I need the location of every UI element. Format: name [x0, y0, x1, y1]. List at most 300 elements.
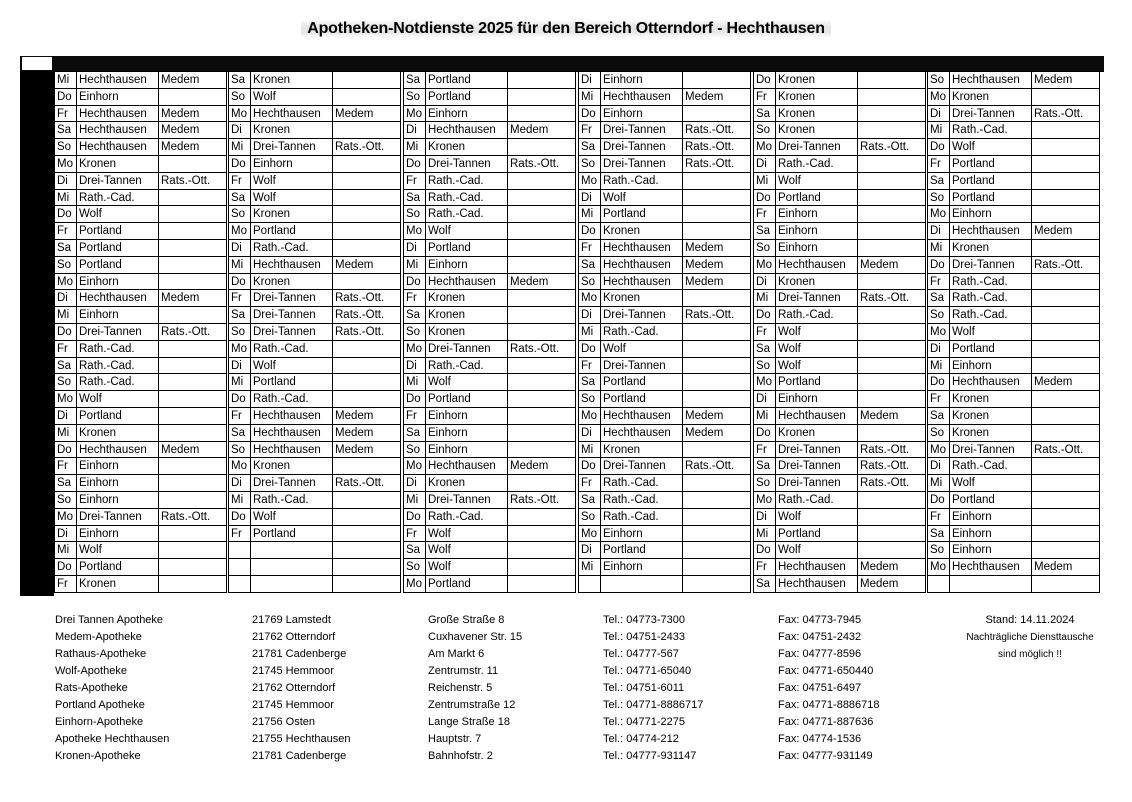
- day-cell: Fr: [753, 442, 776, 459]
- day-cell: Mo: [54, 509, 77, 526]
- partner-cell: [508, 576, 576, 593]
- pharmacy-cell: Kronen: [251, 206, 333, 223]
- pharmacy-cell: Drei-Tannen: [426, 156, 508, 173]
- partner-cell: Medem: [159, 290, 227, 307]
- partner-cell: Medem: [333, 257, 401, 274]
- stand-note-line1: Nachträgliche Diensttausche: [966, 632, 1094, 643]
- day-cell: Mo: [578, 290, 601, 307]
- day-cell: Sa: [228, 307, 251, 324]
- day-cell: Mo: [228, 341, 251, 358]
- pharmacy-cell: Drei-Tannen: [77, 324, 159, 341]
- contact-street: Zentrumstraße 12: [428, 699, 516, 711]
- partner-cell: [508, 425, 576, 442]
- day-cell: Di: [228, 475, 251, 492]
- day-cell: Mi: [927, 122, 950, 139]
- partner-cell: [683, 492, 751, 509]
- pharmacy-cell: Einhorn: [950, 206, 1032, 223]
- partner-cell: [858, 106, 926, 123]
- pharmacy-cell: Hechthausen: [601, 89, 683, 106]
- pharmacy-cell: Wolf: [776, 173, 858, 190]
- partner-cell: Medem: [1032, 559, 1100, 576]
- pharmacy-cell: Drei-Tannen: [601, 122, 683, 139]
- day-cell: Fr: [54, 341, 77, 358]
- day-cell: Mi: [54, 425, 77, 442]
- day-cell: Mi: [228, 257, 251, 274]
- pharmacy-cell: [950, 576, 1032, 593]
- pharmacy-cell: Rath.-Cad.: [950, 458, 1032, 475]
- day-cell: Fr: [927, 156, 950, 173]
- day-cell: Di: [578, 542, 601, 559]
- day-cell: Do: [403, 509, 426, 526]
- partner-cell: [508, 257, 576, 274]
- pharmacy-cell: Hechthausen: [77, 139, 159, 156]
- day-cell: Fr: [753, 324, 776, 341]
- day-cell: Fr: [403, 290, 426, 307]
- day-cell: Sa: [54, 122, 77, 139]
- pharmacy-cell: Portland: [776, 526, 858, 543]
- partner-cell: [508, 526, 576, 543]
- pharmacy-cell: Hechthausen: [251, 408, 333, 425]
- partner-cell: [1032, 122, 1100, 139]
- partner-cell: Rats.-Ott.: [683, 458, 751, 475]
- day-cell: Mi: [753, 526, 776, 543]
- contact-street: Zentrumstr. 11: [428, 665, 499, 677]
- pharmacy-cell: Drei-Tannen: [950, 257, 1032, 274]
- day-cell: So: [403, 442, 426, 459]
- partner-cell: Medem: [333, 425, 401, 442]
- pharmacy-cell: Drei-Tannen: [251, 307, 333, 324]
- pharmacy-cell: Kronen: [776, 89, 858, 106]
- partner-cell: [333, 156, 401, 173]
- pharmacy-cell: Kronen: [426, 475, 508, 492]
- partner-cell: [333, 492, 401, 509]
- day-cell: Di: [54, 526, 77, 543]
- day-cell: Sa: [54, 358, 77, 375]
- partner-cell: [1032, 425, 1100, 442]
- day-cell: Di: [578, 72, 601, 89]
- partner-cell: [1032, 274, 1100, 291]
- day-cell: Di: [54, 290, 77, 307]
- day-cell: Mo: [753, 492, 776, 509]
- pharmacy-cell: Wolf: [601, 190, 683, 207]
- partner-cell: [683, 358, 751, 375]
- partner-cell: Rats.-Ott.: [1032, 442, 1100, 459]
- partner-cell: Rats.-Ott.: [333, 307, 401, 324]
- partner-cell: [333, 358, 401, 375]
- partner-cell: [508, 408, 576, 425]
- pharmacy-cell: Portland: [601, 206, 683, 223]
- pharmacy-cell: Rath.-Cad.: [776, 307, 858, 324]
- day-cell: Do: [228, 156, 251, 173]
- partner-cell: [858, 358, 926, 375]
- pharmacy-cell: Portland: [251, 374, 333, 391]
- pharmacy-cell: Einhorn: [77, 307, 159, 324]
- partner-cell: Medem: [1032, 72, 1100, 89]
- pharmacy-cell: Hechthausen: [77, 72, 159, 89]
- partner-cell: Medem: [159, 106, 227, 123]
- pharmacy-cell: Rath.-Cad.: [426, 509, 508, 526]
- pharmacy-cell: Kronen: [601, 223, 683, 240]
- partner-cell: Rats.-Ott.: [159, 173, 227, 190]
- partner-cell: [508, 358, 576, 375]
- day-cell: Di: [927, 106, 950, 123]
- partner-cell: [683, 576, 751, 593]
- partner-cell: [333, 223, 401, 240]
- top-black-bar: [20, 56, 1104, 71]
- pharmacy-cell: Rath.-Cad.: [426, 206, 508, 223]
- day-cell: Fr: [54, 458, 77, 475]
- pharmacy-cell: Rath.-Cad.: [950, 274, 1032, 291]
- contact-city: 21756 Osten: [252, 716, 315, 728]
- pharmacy-cell: Kronen: [77, 156, 159, 173]
- partner-cell: [159, 526, 227, 543]
- contact-fax: Fax: 04774-1536: [778, 733, 862, 745]
- day-cell: So: [403, 324, 426, 341]
- partner-cell: [1032, 156, 1100, 173]
- pharmacy-cell: Rath.-Cad.: [776, 156, 858, 173]
- day-cell: Mo: [54, 156, 77, 173]
- pharmacy-cell: Kronen: [950, 425, 1032, 442]
- pharmacy-cell: Portland: [601, 374, 683, 391]
- pharmacy-cell: Kronen: [251, 458, 333, 475]
- day-cell: So: [927, 425, 950, 442]
- pharmacy-cell: Hechthausen: [426, 458, 508, 475]
- pharmacy-cell: Drei-Tannen: [601, 139, 683, 156]
- partner-cell: [508, 89, 576, 106]
- pharmacy-cell: Portland: [77, 240, 159, 257]
- partner-cell: [858, 307, 926, 324]
- day-cell: Sa: [403, 542, 426, 559]
- partner-cell: Medem: [333, 408, 401, 425]
- day-cell: So: [578, 391, 601, 408]
- pharmacy-cell: Portland: [251, 526, 333, 543]
- day-cell: Do: [753, 542, 776, 559]
- day-cell: Mo: [403, 576, 426, 593]
- pharmacy-cell: Kronen: [77, 576, 159, 593]
- day-cell: Do: [578, 341, 601, 358]
- pharmacy-cell: Kronen: [426, 139, 508, 156]
- partner-cell: [858, 341, 926, 358]
- day-cell: Mo: [228, 458, 251, 475]
- day-cell: Sa: [753, 341, 776, 358]
- pharmacy-cell: Rath.-Cad.: [77, 190, 159, 207]
- pharmacy-cell: Portland: [77, 559, 159, 576]
- pharmacy-cell: Einhorn: [426, 425, 508, 442]
- pharmacy-cell: Einhorn: [77, 458, 159, 475]
- partner-cell: [858, 122, 926, 139]
- pharmacy-cell: Portland: [426, 391, 508, 408]
- partner-cell: [333, 190, 401, 207]
- pharmacy-cell: Rath.-Cad.: [601, 173, 683, 190]
- pharmacy-cell: Portland: [251, 223, 333, 240]
- partner-cell: [333, 576, 401, 593]
- pharmacy-cell: Wolf: [950, 324, 1032, 341]
- day-cell: Di: [578, 190, 601, 207]
- day-cell: Fr: [578, 475, 601, 492]
- pharmacy-cell: Einhorn: [77, 526, 159, 543]
- contact-name: Rathaus-Apotheke: [55, 648, 147, 660]
- partner-cell: Rats.-Ott.: [683, 307, 751, 324]
- partner-cell: [333, 341, 401, 358]
- contact-street: Große Straße 8: [428, 614, 505, 626]
- pharmacy-cell: Portland: [77, 257, 159, 274]
- day-cell: Mi: [228, 374, 251, 391]
- pharmacy-cell: Hechthausen: [77, 106, 159, 123]
- partner-cell: [683, 442, 751, 459]
- pharmacy-cell: Einhorn: [426, 408, 508, 425]
- day-cell: Fr: [753, 559, 776, 576]
- pharmacy-cell: Hechthausen: [251, 106, 333, 123]
- pharmacy-cell: Wolf: [950, 475, 1032, 492]
- pharmacy-cell: Kronen: [776, 122, 858, 139]
- day-cell: Fr: [753, 89, 776, 106]
- day-cell: So: [927, 307, 950, 324]
- partner-cell: [1032, 391, 1100, 408]
- partner-cell: Medem: [508, 122, 576, 139]
- pharmacy-cell: Portland: [950, 173, 1032, 190]
- pharmacy-cell: Rath.-Cad.: [950, 290, 1032, 307]
- partner-cell: [159, 458, 227, 475]
- day-cell: Sa: [927, 290, 950, 307]
- pharmacy-cell: Drei-Tannen: [776, 139, 858, 156]
- contact-tel: Tel.: 04771-65040: [603, 665, 692, 677]
- partner-cell: [333, 240, 401, 257]
- day-cell: Fr: [228, 526, 251, 543]
- day-cell: Sa: [753, 223, 776, 240]
- day-cell: Fr: [753, 206, 776, 223]
- partner-cell: Rats.-Ott.: [508, 492, 576, 509]
- pharmacy-cell: Wolf: [426, 223, 508, 240]
- partner-cell: [858, 72, 926, 89]
- day-cell: Mo: [927, 206, 950, 223]
- partner-cell: [858, 274, 926, 291]
- pharmacy-cell: Portland: [950, 156, 1032, 173]
- pharmacy-cell: Drei-Tannen: [251, 290, 333, 307]
- partner-cell: Medem: [683, 257, 751, 274]
- partner-cell: [683, 223, 751, 240]
- day-cell: Do: [578, 223, 601, 240]
- day-cell: Sa: [578, 257, 601, 274]
- day-cell: [927, 576, 950, 593]
- partner-cell: [858, 425, 926, 442]
- day-cell: Mi: [54, 542, 77, 559]
- contact-fax: Fax: 04771-650440: [778, 665, 874, 677]
- contact-name: Einhorn-Apotheke: [55, 716, 144, 728]
- contact-fax: Fax: 04751-2432: [778, 631, 862, 643]
- partner-cell: [858, 391, 926, 408]
- day-cell: So: [54, 139, 77, 156]
- partner-cell: Rats.-Ott.: [159, 509, 227, 526]
- partner-cell: [159, 358, 227, 375]
- contact-name: Medem-Apotheke: [55, 631, 142, 643]
- partner-cell: [1032, 307, 1100, 324]
- pharmacy-cell: Einhorn: [950, 358, 1032, 375]
- pharmacy-cell: Hechthausen: [251, 257, 333, 274]
- pharmacy-cell: Hechthausen: [601, 257, 683, 274]
- day-cell: Mo: [403, 223, 426, 240]
- pharmacy-cell: Drei-Tannen: [776, 475, 858, 492]
- partner-cell: [1032, 576, 1100, 593]
- day-cell: Di: [403, 475, 426, 492]
- partner-cell: Medem: [508, 274, 576, 291]
- pharmacy-cell: Einhorn: [776, 240, 858, 257]
- partner-cell: [508, 72, 576, 89]
- partner-cell: Rats.-Ott.: [508, 341, 576, 358]
- pharmacy-cell: Drei-Tannen: [776, 442, 858, 459]
- partner-cell: [159, 341, 227, 358]
- pharmacy-cell: Rath.-Cad.: [601, 509, 683, 526]
- partner-cell: [1032, 190, 1100, 207]
- day-cell: Mo: [403, 341, 426, 358]
- partner-cell: [683, 475, 751, 492]
- pharmacy-cell: Wolf: [251, 358, 333, 375]
- pharmacy-cell: Hechthausen: [950, 223, 1032, 240]
- day-cell: Do: [403, 274, 426, 291]
- partner-cell: [683, 374, 751, 391]
- partner-cell: [683, 324, 751, 341]
- pharmacy-cell: Wolf: [776, 358, 858, 375]
- day-cell: Do: [753, 72, 776, 89]
- day-cell: Mi: [753, 290, 776, 307]
- contact-street: Am Markt 6: [428, 648, 485, 660]
- day-cell: Di: [54, 408, 77, 425]
- partner-cell: [683, 526, 751, 543]
- partner-cell: Rats.-Ott.: [333, 324, 401, 341]
- day-cell: Fr: [578, 358, 601, 375]
- day-cell: Mo: [927, 89, 950, 106]
- contact-city: 21745 Hemmoor: [252, 699, 334, 711]
- partner-cell: [508, 324, 576, 341]
- pharmacy-cell: Rath.-Cad.: [950, 122, 1032, 139]
- day-cell: Do: [54, 559, 77, 576]
- partner-cell: [1032, 173, 1100, 190]
- partner-cell: [1032, 358, 1100, 375]
- partner-cell: Rats.-Ott.: [858, 442, 926, 459]
- pharmacy-cell: Portland: [776, 190, 858, 207]
- pharmacy-cell: Portland: [426, 576, 508, 593]
- pharmacy-cell: Rath.-Cad.: [426, 173, 508, 190]
- contact-tel: Tel.: 04773-7300: [603, 614, 685, 626]
- partner-cell: Medem: [159, 139, 227, 156]
- day-cell: Mo: [578, 408, 601, 425]
- partner-cell: Medem: [333, 442, 401, 459]
- partner-cell: [508, 206, 576, 223]
- pharmacy-cell: Hechthausen: [776, 257, 858, 274]
- pharmacy-cell: Wolf: [426, 374, 508, 391]
- pharmacy-cell: Kronen: [950, 89, 1032, 106]
- pharmacy-cell: Drei-Tannen: [776, 458, 858, 475]
- partner-cell: [508, 509, 576, 526]
- day-cell: Di: [228, 240, 251, 257]
- partner-cell: [858, 324, 926, 341]
- pharmacy-cell: Hechthausen: [950, 72, 1032, 89]
- day-cell: Do: [753, 190, 776, 207]
- pharmacy-cell: Drei-Tannen: [426, 492, 508, 509]
- pharmacy-cell: Kronen: [601, 290, 683, 307]
- contact-tel: Tel.: 04777-931147: [603, 750, 697, 762]
- partner-cell: [858, 374, 926, 391]
- pharmacy-cell: Kronen: [426, 324, 508, 341]
- pharmacy-cell: Kronen: [776, 425, 858, 442]
- pharmacy-cell: Wolf: [426, 559, 508, 576]
- pharmacy-cell: Drei-Tannen: [776, 290, 858, 307]
- pharmacy-cell: Portland: [601, 542, 683, 559]
- pharmacy-cell: Einhorn: [950, 542, 1032, 559]
- contact-fax: Fax: 04771-8886718: [778, 699, 880, 711]
- day-cell: Di: [228, 358, 251, 375]
- day-cell: Mi: [54, 307, 77, 324]
- day-cell: Di: [578, 307, 601, 324]
- day-cell: Mi: [927, 475, 950, 492]
- day-cell: Fr: [578, 122, 601, 139]
- pharmacy-cell: Wolf: [776, 324, 858, 341]
- pharmacy-cell: Kronen: [950, 391, 1032, 408]
- pharmacy-cell: Hechthausen: [601, 425, 683, 442]
- pharmacy-cell: Drei-Tannen: [77, 509, 159, 526]
- pharmacy-cell: Wolf: [251, 173, 333, 190]
- partner-cell: [683, 190, 751, 207]
- partner-cell: Rats.-Ott.: [333, 139, 401, 156]
- day-cell: [228, 542, 251, 559]
- day-cell: Mo: [927, 442, 950, 459]
- day-cell: So: [753, 358, 776, 375]
- day-cell: Mo: [578, 526, 601, 543]
- day-cell: Mi: [403, 374, 426, 391]
- pharmacy-cell: Kronen: [426, 307, 508, 324]
- pharmacy-cell: Hechthausen: [776, 576, 858, 593]
- pharmacy-cell: Rath.-Cad.: [426, 190, 508, 207]
- partner-cell: [683, 72, 751, 89]
- day-cell: Mo: [228, 223, 251, 240]
- corner-box: [22, 57, 52, 70]
- day-cell: So: [753, 122, 776, 139]
- day-cell: Mi: [54, 190, 77, 207]
- day-cell: Di: [228, 122, 251, 139]
- partner-cell: [159, 374, 227, 391]
- partner-cell: Medem: [159, 442, 227, 459]
- day-cell: Mo: [403, 106, 426, 123]
- day-cell: Mi: [54, 72, 77, 89]
- pharmacy-cell: Hechthausen: [77, 290, 159, 307]
- pharmacy-cell: Rath.-Cad.: [601, 475, 683, 492]
- day-cell: Fr: [927, 391, 950, 408]
- partner-cell: [508, 559, 576, 576]
- contact-name: Rats-Apotheke: [55, 682, 128, 694]
- day-cell: Di: [403, 122, 426, 139]
- pharmacy-cell: Rath.-Cad.: [77, 374, 159, 391]
- day-cell: Do: [753, 425, 776, 442]
- pharmacy-cell: Portland: [77, 408, 159, 425]
- contact-street: Cuxhavener Str. 15: [428, 631, 523, 643]
- day-cell: Do: [578, 458, 601, 475]
- pharmacy-cell: Rath.-Cad.: [426, 358, 508, 375]
- pharmacy-cell: Rath.-Cad.: [950, 307, 1032, 324]
- day-cell: Sa: [578, 139, 601, 156]
- pharmacy-cell: Hechthausen: [77, 122, 159, 139]
- partner-cell: [508, 391, 576, 408]
- day-cell: [228, 559, 251, 576]
- pharmacy-cell: Wolf: [950, 139, 1032, 156]
- partner-cell: [1032, 526, 1100, 543]
- contact-name: Portland Apotheke: [55, 699, 145, 711]
- partner-cell: [159, 542, 227, 559]
- day-cell: So: [228, 442, 251, 459]
- day-cell: Do: [54, 206, 77, 223]
- partner-cell: Rats.-Ott.: [333, 290, 401, 307]
- left-black-bar: [20, 56, 54, 596]
- pharmacy-cell: Hechthausen: [601, 408, 683, 425]
- contact-tel: Tel.: 04777-567: [603, 648, 679, 660]
